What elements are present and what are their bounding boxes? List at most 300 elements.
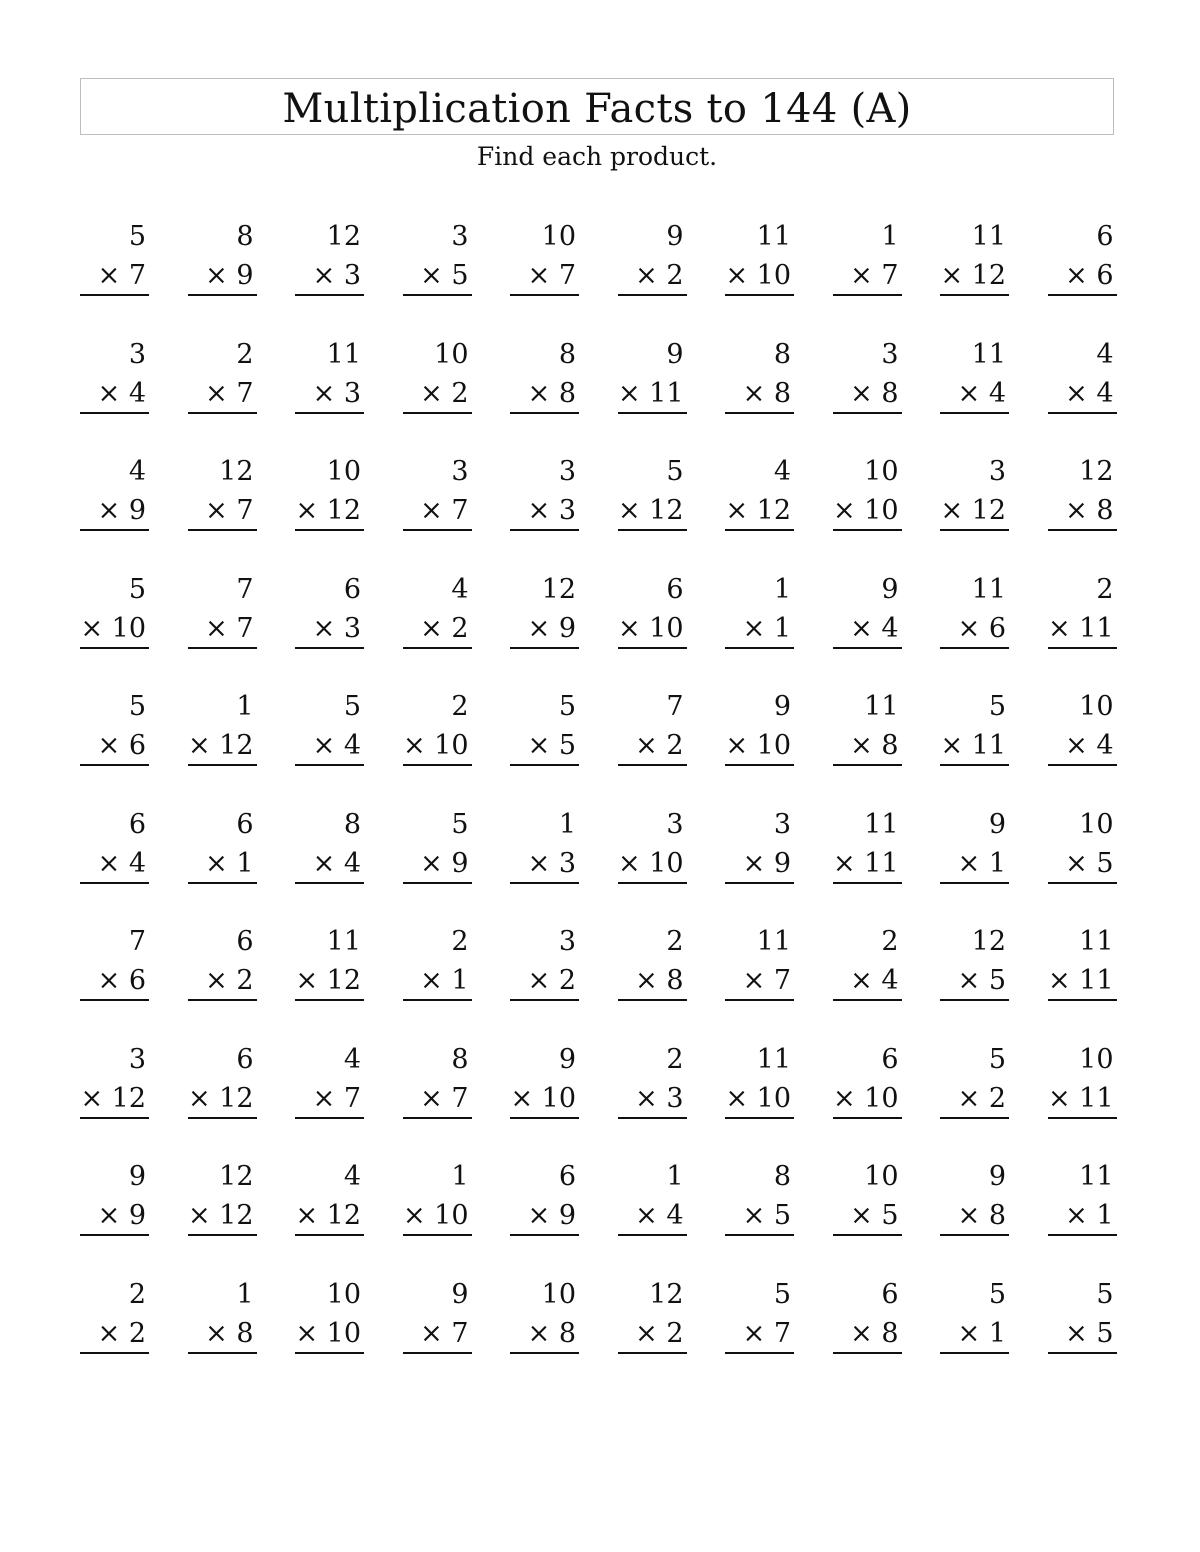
problem-item [188,1275,257,1393]
problem-item [80,922,149,1040]
problem-item [940,335,1009,453]
multiplier: × 4 [618,1196,687,1236]
multiplicand: 6 [881,1278,899,1310]
problem-item [510,1157,579,1275]
multiplicand: 7 [236,573,254,605]
multiplicand: 5 [343,691,361,722]
multiplicand: 9 [988,1161,1006,1192]
problem-item [188,217,257,335]
problem-item [940,570,1009,688]
multiplier: × 9 [510,1196,579,1236]
multiplicand: 2 [128,1278,146,1310]
multiplier: × 12 [295,1196,364,1236]
problem-item [188,570,257,688]
multiplier: × 12 [188,726,257,766]
problem-item [403,687,472,805]
multiplier: × 5 [510,726,579,766]
multiplier: × 8 [510,1314,579,1354]
problem-item [725,1275,794,1393]
multiplicand: 4 [773,456,791,487]
problem-item [1048,217,1117,335]
multiplier: × 11 [618,374,687,414]
multiplier: × 12 [295,491,364,531]
multiplicand: 6 [343,573,361,605]
multiplicand: 2 [881,926,899,957]
multiplier: × 6 [80,726,149,766]
multiplier: × 1 [188,844,257,884]
problem-item [940,687,1009,805]
problem-item [1048,1157,1117,1275]
multiplicand: 5 [128,573,146,605]
multiplier: × 12 [725,491,794,531]
multiplicand: 10 [434,338,469,370]
problem-item [403,217,472,335]
multiplicand: 5 [128,221,146,252]
multiplier: × 4 [295,844,364,884]
multiplicand: 2 [666,1043,684,1075]
problem-item [295,217,364,335]
multiplicand: 3 [881,338,899,370]
problem-item [295,687,364,805]
multiplicand: 1 [451,1161,469,1192]
problem-item [80,1040,149,1158]
multiplier: × 3 [295,609,364,649]
multiplicand: 5 [451,808,469,840]
problem-item [725,922,794,1040]
multiplier: × 4 [80,844,149,884]
problem-item [403,1157,472,1275]
multiplicand: 4 [343,1043,361,1075]
multiplier: × 2 [618,256,687,296]
problem-item [80,335,149,453]
problem-item [295,922,364,1040]
problem-item [833,217,902,335]
multiplicand: 10 [864,456,899,487]
problem-item [295,1157,364,1275]
multiplier: × 6 [940,609,1009,649]
problem-item [295,1040,364,1158]
multiplier: × 2 [940,1079,1009,1119]
page-title: Multiplication Facts to 144 (A) [282,85,912,132]
multiplicand: 1 [236,691,254,722]
multiplier: × 7 [403,1314,472,1354]
multiplicand: 8 [773,338,791,370]
multiplicand: 12 [541,573,576,605]
multiplicand: 7 [128,926,146,957]
multiplicand: 3 [128,338,146,370]
multiplier: × 3 [510,844,579,884]
multiplier: × 1 [940,844,1009,884]
multiplicand: 9 [773,691,791,722]
problem-item [403,1040,472,1158]
multiplicand: 1 [666,1161,684,1192]
multiplier: × 9 [80,491,149,531]
problem-item [188,1157,257,1275]
multiplier: × 1 [940,1314,1009,1354]
problem-item [940,452,1009,570]
problem-item [1048,687,1117,805]
multiplicand: 9 [666,221,684,252]
multiplicand: 5 [773,1278,791,1310]
multiplicand: 11 [326,926,361,957]
multiplier: × 7 [403,1079,472,1119]
multiplier: × 7 [188,374,257,414]
multiplicand: 9 [558,1043,576,1075]
problem-item [1048,335,1117,453]
problem-item [940,1157,1009,1275]
multiplicand: 4 [451,573,469,605]
problem-item [725,452,794,570]
multiplicand: 11 [756,1043,791,1075]
multiplicand: 2 [666,926,684,957]
problem-item [833,570,902,688]
problem-item [940,217,1009,335]
multiplicand: 5 [666,456,684,487]
problem-item [725,335,794,453]
multiplicand: 12 [326,221,361,252]
multiplicand: 3 [451,221,469,252]
problem-item [510,217,579,335]
problem-item [188,1040,257,1158]
multiplier: × 6 [80,961,149,1001]
problem-item [940,805,1009,923]
multiplier: × 10 [618,844,687,884]
multiplier: × 12 [940,256,1009,296]
multiplicand: 11 [756,221,791,252]
multiplier: × 5 [940,961,1009,1001]
multiplier: × 7 [833,256,902,296]
problem-item [295,452,364,570]
multiplier: × 7 [403,491,472,531]
problem-item [510,1275,579,1393]
multiplicand: 8 [558,338,576,370]
problem-item [188,452,257,570]
multiplier: × 10 [403,1196,472,1236]
multiplicand: 11 [1079,926,1114,957]
problem-item [510,570,579,688]
multiplicand: 6 [1096,221,1114,252]
problem-item [618,570,687,688]
multiplier: × 11 [1048,961,1117,1001]
multiplier: × 2 [510,961,579,1001]
multiplicand: 1 [236,1278,254,1310]
problem-item [80,1157,149,1275]
problem-item [510,335,579,453]
multiplicand: 10 [1079,1043,1114,1075]
multiplier: × 3 [618,1079,687,1119]
problem-item [833,922,902,1040]
multiplicand: 6 [236,808,254,840]
title-box [80,78,1114,135]
multiplier: × 8 [940,1196,1009,1236]
multiplier: × 4 [940,374,1009,414]
problem-item [940,1275,1009,1393]
multiplicand: 6 [236,926,254,957]
multiplicand: 8 [451,1043,469,1075]
problem-item [833,687,902,805]
multiplicand: 11 [756,926,791,957]
problem-item [295,570,364,688]
multiplier: × 7 [510,256,579,296]
multiplier: × 2 [618,1314,687,1354]
problem-item [403,922,472,1040]
problem-item [188,805,257,923]
problem-item [1048,805,1117,923]
problem-item [80,570,149,688]
multiplicand: 10 [1079,691,1114,722]
multiplier: × 4 [1048,374,1117,414]
multiplier: × 8 [725,374,794,414]
problem-item [833,1275,902,1393]
multiplier: × 5 [1048,1314,1117,1354]
problem-item [725,687,794,805]
problem-item [940,922,1009,1040]
multiplicand: 12 [219,456,254,487]
multiplicand: 11 [326,338,361,370]
multiplicand: 1 [558,808,576,840]
multiplicand: 8 [773,1161,791,1192]
multiplicand: 6 [236,1043,254,1075]
multiplicand: 9 [128,1161,146,1192]
multiplier: × 5 [1048,844,1117,884]
problem-item [833,452,902,570]
multiplier: × 3 [510,491,579,531]
multiplicand: 2 [451,926,469,957]
multiplier: × 9 [725,844,794,884]
multiplicand: 3 [128,1043,146,1075]
multiplicand: 3 [558,926,576,957]
multiplier: × 8 [833,1314,902,1354]
problem-item [403,1275,472,1393]
multiplier: × 9 [188,256,257,296]
multiplicand: 12 [649,1278,684,1310]
multiplicand: 3 [558,456,576,487]
multiplier: × 7 [725,1314,794,1354]
problem-item [80,217,149,335]
multiplier: × 9 [510,609,579,649]
multiplier: × 7 [188,609,257,649]
multiplicand: 5 [1096,1278,1114,1310]
multiplicand: 7 [666,691,684,722]
multiplier: × 10 [295,1314,364,1354]
multiplier: × 7 [188,491,257,531]
multiplier: × 9 [80,1196,149,1236]
multiplier: × 5 [403,256,472,296]
multiplier: × 5 [833,1196,902,1236]
multiplicand: 9 [881,573,899,605]
problem-item [510,452,579,570]
multiplier: × 10 [510,1079,579,1119]
multiplier: × 11 [1048,609,1117,649]
multiplicand: 6 [881,1043,899,1075]
problem-item [188,922,257,1040]
problem-item [80,452,149,570]
multiplicand: 9 [451,1278,469,1310]
multiplicand: 11 [971,338,1006,370]
multiplier: × 12 [295,961,364,1001]
multiplier: × 10 [833,491,902,531]
multiplicand: 9 [666,338,684,370]
problem-item [618,922,687,1040]
multiplier: × 10 [403,726,472,766]
multiplier: × 2 [403,609,472,649]
multiplicand: 11 [864,691,899,722]
multiplicand: 5 [988,691,1006,722]
multiplicand: 4 [343,1161,361,1192]
problem-item [725,1040,794,1158]
multiplicand: 1 [881,221,899,252]
problem-item [833,1157,902,1275]
problem-item [510,805,579,923]
multiplier: × 4 [1048,726,1117,766]
multiplier: × 9 [403,844,472,884]
multiplier: × 8 [188,1314,257,1354]
problem-item [188,335,257,453]
multiplicand: 11 [1079,1161,1114,1192]
problem-item [940,1040,1009,1158]
multiplicand: 2 [236,338,254,370]
problem-item [403,570,472,688]
multiplicand: 10 [541,221,576,252]
multiplier: × 8 [833,726,902,766]
multiplicand: 5 [128,691,146,722]
multiplicand: 11 [864,808,899,840]
multiplicand: 12 [1079,456,1114,487]
multiplicand: 8 [236,221,254,252]
multiplicand: 12 [971,926,1006,957]
problem-item [188,687,257,805]
multiplier: × 12 [188,1196,257,1236]
multiplier: × 4 [833,961,902,1001]
problem-grid [80,217,1117,1392]
problem-item [618,217,687,335]
problem-item [833,805,902,923]
problem-item [618,687,687,805]
multiplier: × 12 [618,491,687,531]
multiplier: × 8 [618,961,687,1001]
problem-item [725,1157,794,1275]
problem-item [403,452,472,570]
multiplier: × 2 [188,961,257,1001]
multiplier: × 10 [725,726,794,766]
multiplier: × 2 [80,1314,149,1354]
multiplicand: 3 [666,808,684,840]
problem-item [403,805,472,923]
multiplicand: 6 [666,573,684,605]
problem-item [295,805,364,923]
multiplier: × 10 [618,609,687,649]
problem-item [618,452,687,570]
multiplicand: 2 [451,691,469,722]
problem-item [1048,922,1117,1040]
multiplicand: 9 [988,808,1006,840]
multiplier: × 12 [80,1079,149,1119]
multiplicand: 8 [343,808,361,840]
multiplicand: 11 [971,573,1006,605]
problem-item [295,1275,364,1393]
multiplier: × 2 [618,726,687,766]
problem-item [1048,452,1117,570]
problem-item [1048,1275,1117,1393]
multiplier: × 1 [1048,1196,1117,1236]
multiplicand: 5 [988,1278,1006,1310]
page-subtitle: Find each product. [476,142,718,171]
problem-item [510,687,579,805]
multiplier: × 5 [725,1196,794,1236]
problem-item [510,922,579,1040]
multiplier: × 11 [833,844,902,884]
multiplier: × 10 [725,1079,794,1119]
multiplier: × 12 [188,1079,257,1119]
multiplier: × 1 [403,961,472,1001]
problem-item [80,687,149,805]
multiplicand: 3 [773,808,791,840]
multiplier: × 7 [725,961,794,1001]
problem-item [510,1040,579,1158]
problem-item [1048,570,1117,688]
multiplier: × 4 [295,726,364,766]
multiplicand: 10 [326,456,361,487]
problem-item [1048,1040,1117,1158]
problem-item [403,335,472,453]
multiplier: × 8 [510,374,579,414]
multiplier: × 4 [833,609,902,649]
problem-item [618,335,687,453]
multiplicand: 10 [326,1278,361,1310]
problem-item [833,1040,902,1158]
multiplier: × 7 [295,1079,364,1119]
multiplier: × 7 [80,256,149,296]
multiplier: × 11 [940,726,1009,766]
multiplier: × 3 [295,256,364,296]
problem-item [725,570,794,688]
multiplicand: 10 [864,1161,899,1192]
multiplicand: 2 [1096,573,1114,605]
multiplicand: 6 [558,1161,576,1192]
problem-item [725,805,794,923]
multiplicand: 3 [451,456,469,487]
multiplicand: 12 [219,1161,254,1192]
multiplicand: 4 [1096,338,1114,370]
multiplier: × 12 [940,491,1009,531]
multiplier: × 6 [1048,256,1117,296]
multiplier: × 10 [80,609,149,649]
problem-item [833,335,902,453]
multiplier: × 8 [1048,491,1117,531]
problem-item [618,1275,687,1393]
multiplier: × 2 [403,374,472,414]
multiplier: × 11 [1048,1079,1117,1119]
multiplier: × 1 [725,609,794,649]
problem-item [618,1040,687,1158]
problem-item [618,805,687,923]
problem-item [725,217,794,335]
multiplier: × 10 [725,256,794,296]
multiplicand: 4 [128,456,146,487]
problem-item [80,1275,149,1393]
problem-item [295,335,364,453]
multiplier: × 8 [833,374,902,414]
multiplicand: 10 [541,1278,576,1310]
problem-item [618,1157,687,1275]
multiplicand: 3 [988,456,1006,487]
multiplicand: 6 [128,808,146,840]
multiplicand: 11 [971,221,1006,252]
multiplicand: 10 [1079,808,1114,840]
multiplicand: 5 [988,1043,1006,1075]
multiplier: × 3 [295,374,364,414]
problem-item [80,805,149,923]
